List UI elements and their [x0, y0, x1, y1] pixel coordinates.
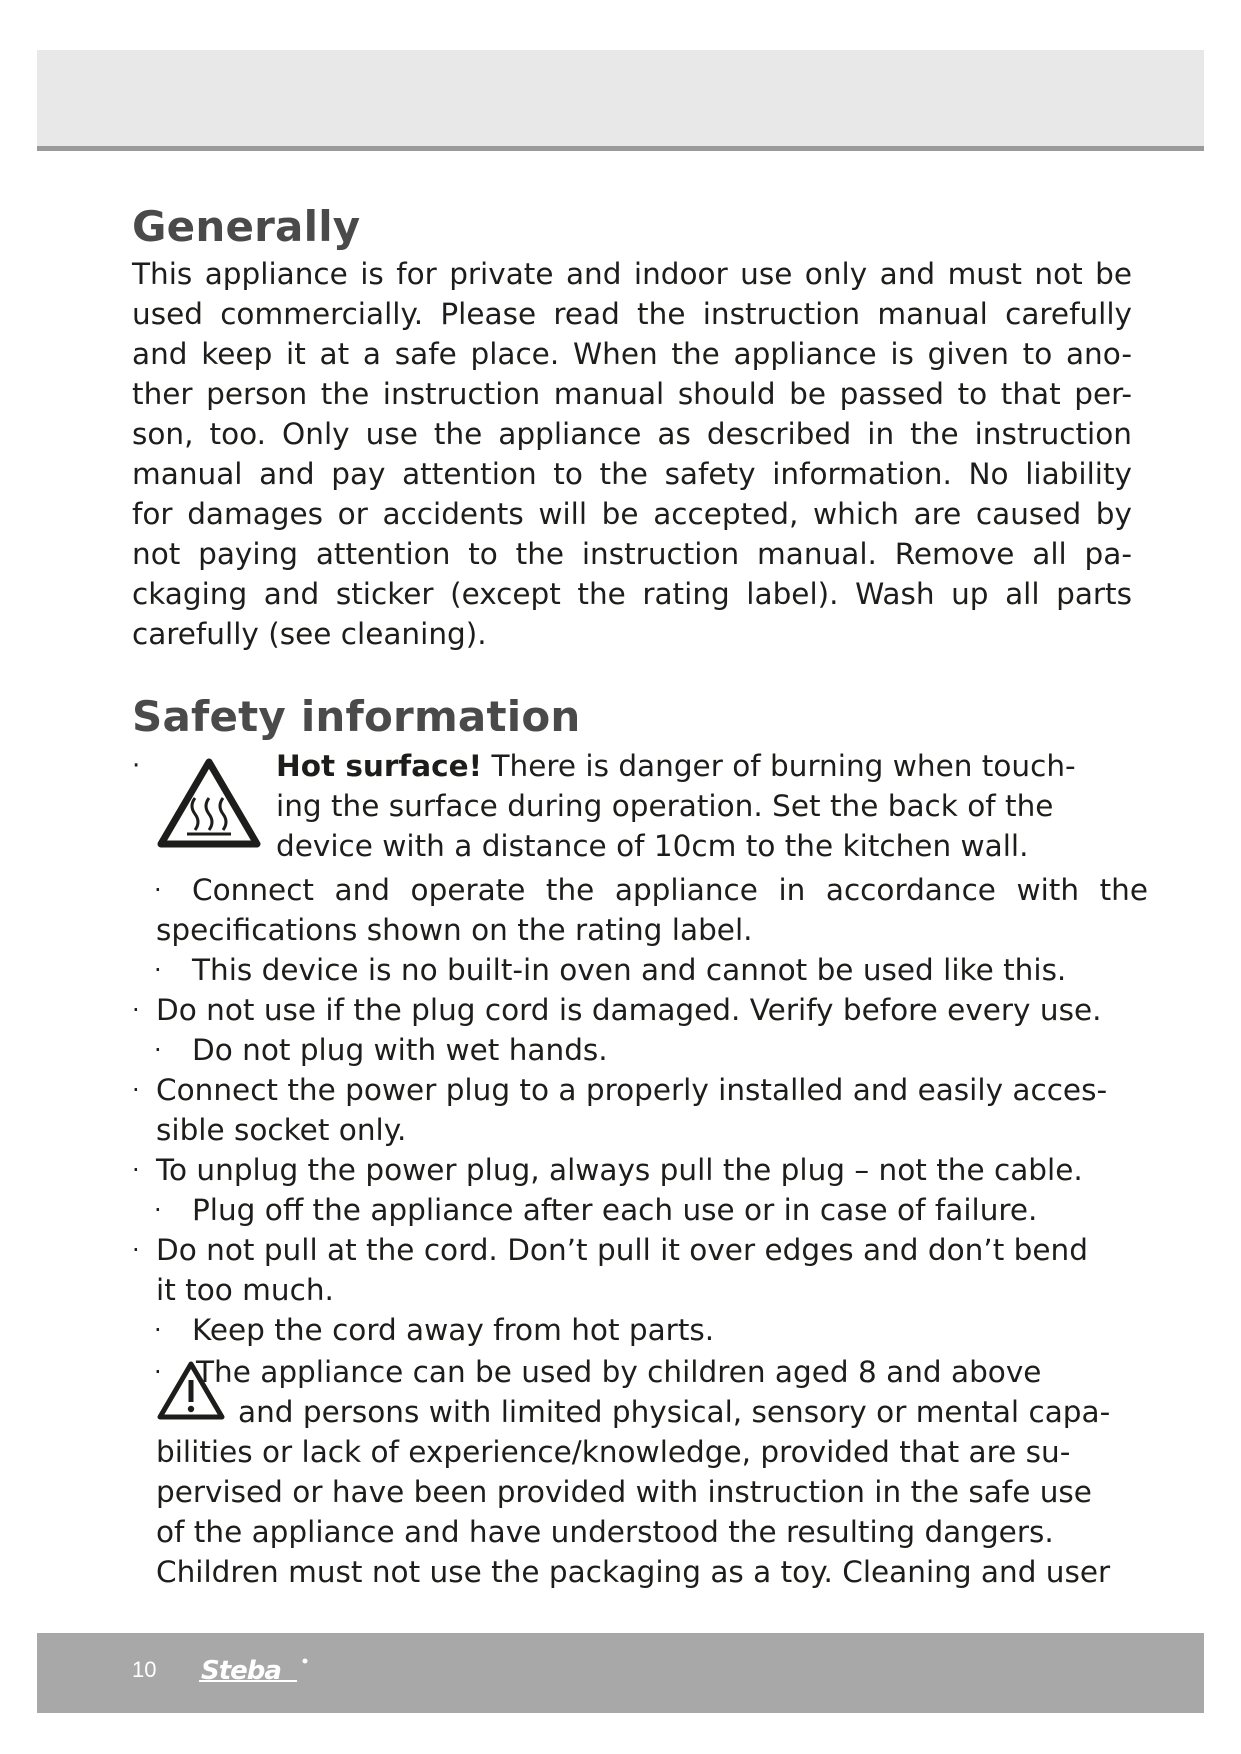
- safety-heading: Safety information: [132, 692, 581, 741]
- children-warning-item: [132, 1352, 1132, 1592]
- paragraph-line: son, too. Only use the appliance as described in the instruction: [132, 417, 1132, 451]
- bullet-dot: ·: [132, 751, 141, 781]
- list-item-line: it too much.: [156, 1273, 334, 1307]
- children-warning-text: [132, 1352, 1132, 1592]
- list-item-line: sible socket only.: [156, 1113, 407, 1147]
- list-item-text: Plug off the appliance after each use or in case of failure.: [192, 1193, 1038, 1227]
- header-band: [37, 50, 1204, 151]
- list-item-line: Connect and operate the appliance in accordance with the: [192, 873, 1148, 907]
- svg-text:Steba: Steba: [201, 1656, 281, 1686]
- list-item-text: To unplug the power plug, always pull the plug – not the cable.: [156, 1153, 1083, 1187]
- paragraph-line: used commercially. Please read the instruction manual carefully: [132, 297, 1132, 331]
- bullet-dot: ·: [132, 1236, 140, 1264]
- hot-surface-line: There is danger of burning when touch-: [482, 749, 1076, 783]
- bullet-dot: ·: [154, 1316, 162, 1344]
- children-line: of the appliance and have understood the resulting dangers.: [156, 1515, 1054, 1549]
- generally-paragraph: [132, 254, 1132, 654]
- hot-surface-item: [132, 746, 1132, 866]
- children-line: Children must not use the packaging as a toy. Cleaning and user: [156, 1555, 1111, 1589]
- list-item-text: Keep the cord away from hot parts.: [192, 1313, 715, 1347]
- paragraph-line: carefully (see cleaning).: [132, 617, 487, 651]
- page-content: [132, 200, 1148, 1592]
- steba-logo: [197, 1651, 327, 1691]
- page-number: 10: [132, 1657, 157, 1682]
- bullet-dot: ·: [132, 1076, 140, 1104]
- bullet-dot: ·: [154, 956, 162, 984]
- hot-surface-line: device with a distance of 10cm to the kitchen wall.: [276, 829, 1029, 863]
- paragraph-line: manual and pay attention to the safety information. No liability: [132, 457, 1132, 491]
- children-line: and persons with limited physical, sensory or mental capa-: [238, 1395, 1111, 1429]
- list-item-text: Do not use if the plug cord is damaged. Verify before every use.: [156, 993, 1102, 1027]
- paragraph-line: for damages or accidents will be accepted, which are caused by: [132, 497, 1132, 531]
- paragraph-line: ckaging and sticker (except the rating label). Wash up all parts: [132, 577, 1132, 611]
- paragraph-line: not paying attention to the instruction manual. Remove all pa-: [132, 537, 1132, 571]
- list-item: [132, 1310, 1132, 1350]
- list-item-text: Do not plug with wet hands.: [192, 1033, 608, 1067]
- list-item: [132, 1190, 1132, 1230]
- warning-triangle-icon: [156, 1360, 226, 1422]
- list-item: [132, 1230, 1132, 1310]
- hot-surface-label: Hot surface!: [276, 749, 483, 783]
- list-item-text: [132, 870, 1208, 910]
- hot-surface-warning-icon: [155, 756, 263, 852]
- generally-heading: Generally: [132, 202, 361, 251]
- list-item-text: This device is no built-in oven and cannot be used like this.: [192, 953, 1067, 987]
- paragraph-line: and keep it at a safe place. When the appliance is given to ano-: [132, 337, 1132, 371]
- children-line: The appliance can be used by children aged 8 and above: [196, 1355, 1042, 1389]
- footer-band: [37, 1633, 1204, 1713]
- safety-list: [132, 870, 1148, 1592]
- list-item: [132, 870, 1148, 950]
- list-item: [132, 950, 1132, 990]
- hot-surface-line: ing the surface during operation. Set the back of the: [276, 789, 1054, 823]
- list-item: [132, 1070, 1132, 1150]
- list-item-text: Do not pull at the cord. Don’t pull it over edges and don’t bend: [156, 1233, 1088, 1267]
- list-item-line: specifications shown on the rating label.: [156, 913, 753, 947]
- children-line: bilities or lack of experience/knowledge, provided that are su-: [156, 1435, 1071, 1469]
- list-item: [132, 1030, 1132, 1070]
- children-line: pervised or have been provided with instruction in the safe use: [156, 1475, 1092, 1509]
- list-item: [132, 1150, 1132, 1190]
- hot-surface-text: [276, 746, 1241, 866]
- bullet-dot: ·: [154, 1036, 162, 1064]
- bullet-dot: ·: [154, 876, 162, 904]
- paragraph-line: This appliance is for private and indoor use only and must not be: [132, 257, 1132, 291]
- list-item: [132, 990, 1132, 1030]
- paragraph-line: ther person the instruction manual should be passed to that per-: [132, 377, 1132, 411]
- list-item-text: Connect the power plug to a properly installed and easily acces-: [156, 1073, 1108, 1107]
- bullet-dot: ·: [132, 1156, 140, 1184]
- bullet-dot: ·: [154, 1358, 162, 1386]
- bullet-dot: ·: [132, 996, 140, 1024]
- bullet-dot: ·: [154, 1196, 162, 1224]
